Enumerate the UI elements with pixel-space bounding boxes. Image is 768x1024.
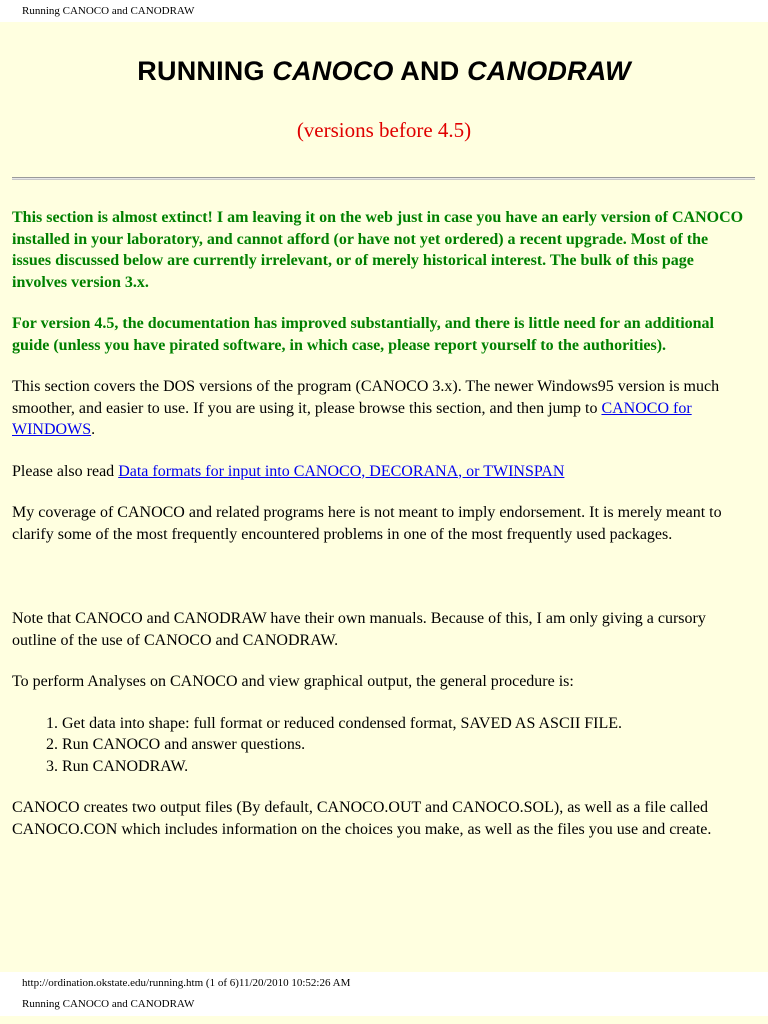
paragraph-coverage: My coverage of CANOCO and related programs here is not meant to imply endorsement. It is merely meant to clarify some of the most frequently encountered problems in one of the most frequently used packages. (12, 504, 722, 543)
print-header (0, 0, 768, 22)
list-item: 2. Run CANOCO and answer questions. (62, 734, 747, 756)
footer-running-title: Running CANOCO and CANODRAW (22, 998, 195, 1010)
page-subtitle: (versions before 4.5) (296, 118, 472, 142)
paragraph-dos-text: This section covers the DOS versions of the program (CANOCO 3.x). The newer Windows95 version is much smoother, and easier to use. If you are using it, please browse this section, and then jump to (12, 378, 720, 417)
paragraph-manuals: Note that CANOCO and CANODRAW have their own manuals. Because of this, I am only giving a cursory outline of the use of CANOCO and CANODRAW. (12, 610, 706, 649)
title-canodraw: CANODRAW (467, 56, 631, 86)
notice-paragraph-1: This section is almost extinct! I am leaving it on the web just in case you have an early version of CANOCO installed in your laboratory, and cannot afford (or have not yet ordered) a recent upgrade. Most of the issues discussed below are currently irrelevant, or of merely historical interest. The bulk of this page involves version 3.x. (12, 209, 744, 291)
main-content (12, 207, 747, 860)
data-formats-link[interactable]: Data formats for input into CANOCO, DECORANA, or TWINSPAN (118, 462, 565, 480)
footer-url: http://ordination.okstate.edu/running.htm (1 of 6)11/20/2010 10:52:26 AM (22, 977, 351, 989)
canoco-windows-link[interactable]: CANOCO for WINDOWS (12, 399, 692, 438)
paragraph-dos-versions (12, 376, 747, 441)
paragraph-output-files: CANOCO creates two output files (By default, CANOCO.OUT and CANOCO.SOL), as well as a file called CANOCO.CON which includes information on the choices you make, as well as the files you use and create. (12, 799, 712, 838)
notice-paragraph-2: For version 4.5, the documentation has improved substantially, and there is little need for an additional guide (unless you have pirated software, in which case, please report yourself to the authorities). (12, 315, 714, 354)
next-page-strip (0, 1016, 768, 1024)
list-item: 3. Run CANODRAW. (62, 756, 747, 778)
title-canoco: CANOCO (272, 56, 394, 86)
title-running: RUNNING (137, 56, 273, 86)
print-header-title: Running CANOCO and CANODRAW (22, 5, 195, 17)
paragraph-procedure: To perform Analyses on CANOCO and view graphical output, the general procedure is: (12, 673, 574, 690)
paragraph-dos-end: . (91, 421, 96, 438)
horizontal-rule (12, 177, 755, 179)
list-item: 1. Get data into shape: full format or reduced condensed format, SAVED AS ASCII FILE. (62, 713, 747, 735)
title-and: AND (393, 56, 468, 86)
procedure-steps-list (12, 713, 747, 778)
page-title (0, 56, 768, 87)
spacer (12, 565, 747, 608)
paragraph-also-read (12, 461, 747, 483)
also-read-text: Please also read (12, 462, 119, 480)
page-body (0, 22, 768, 972)
